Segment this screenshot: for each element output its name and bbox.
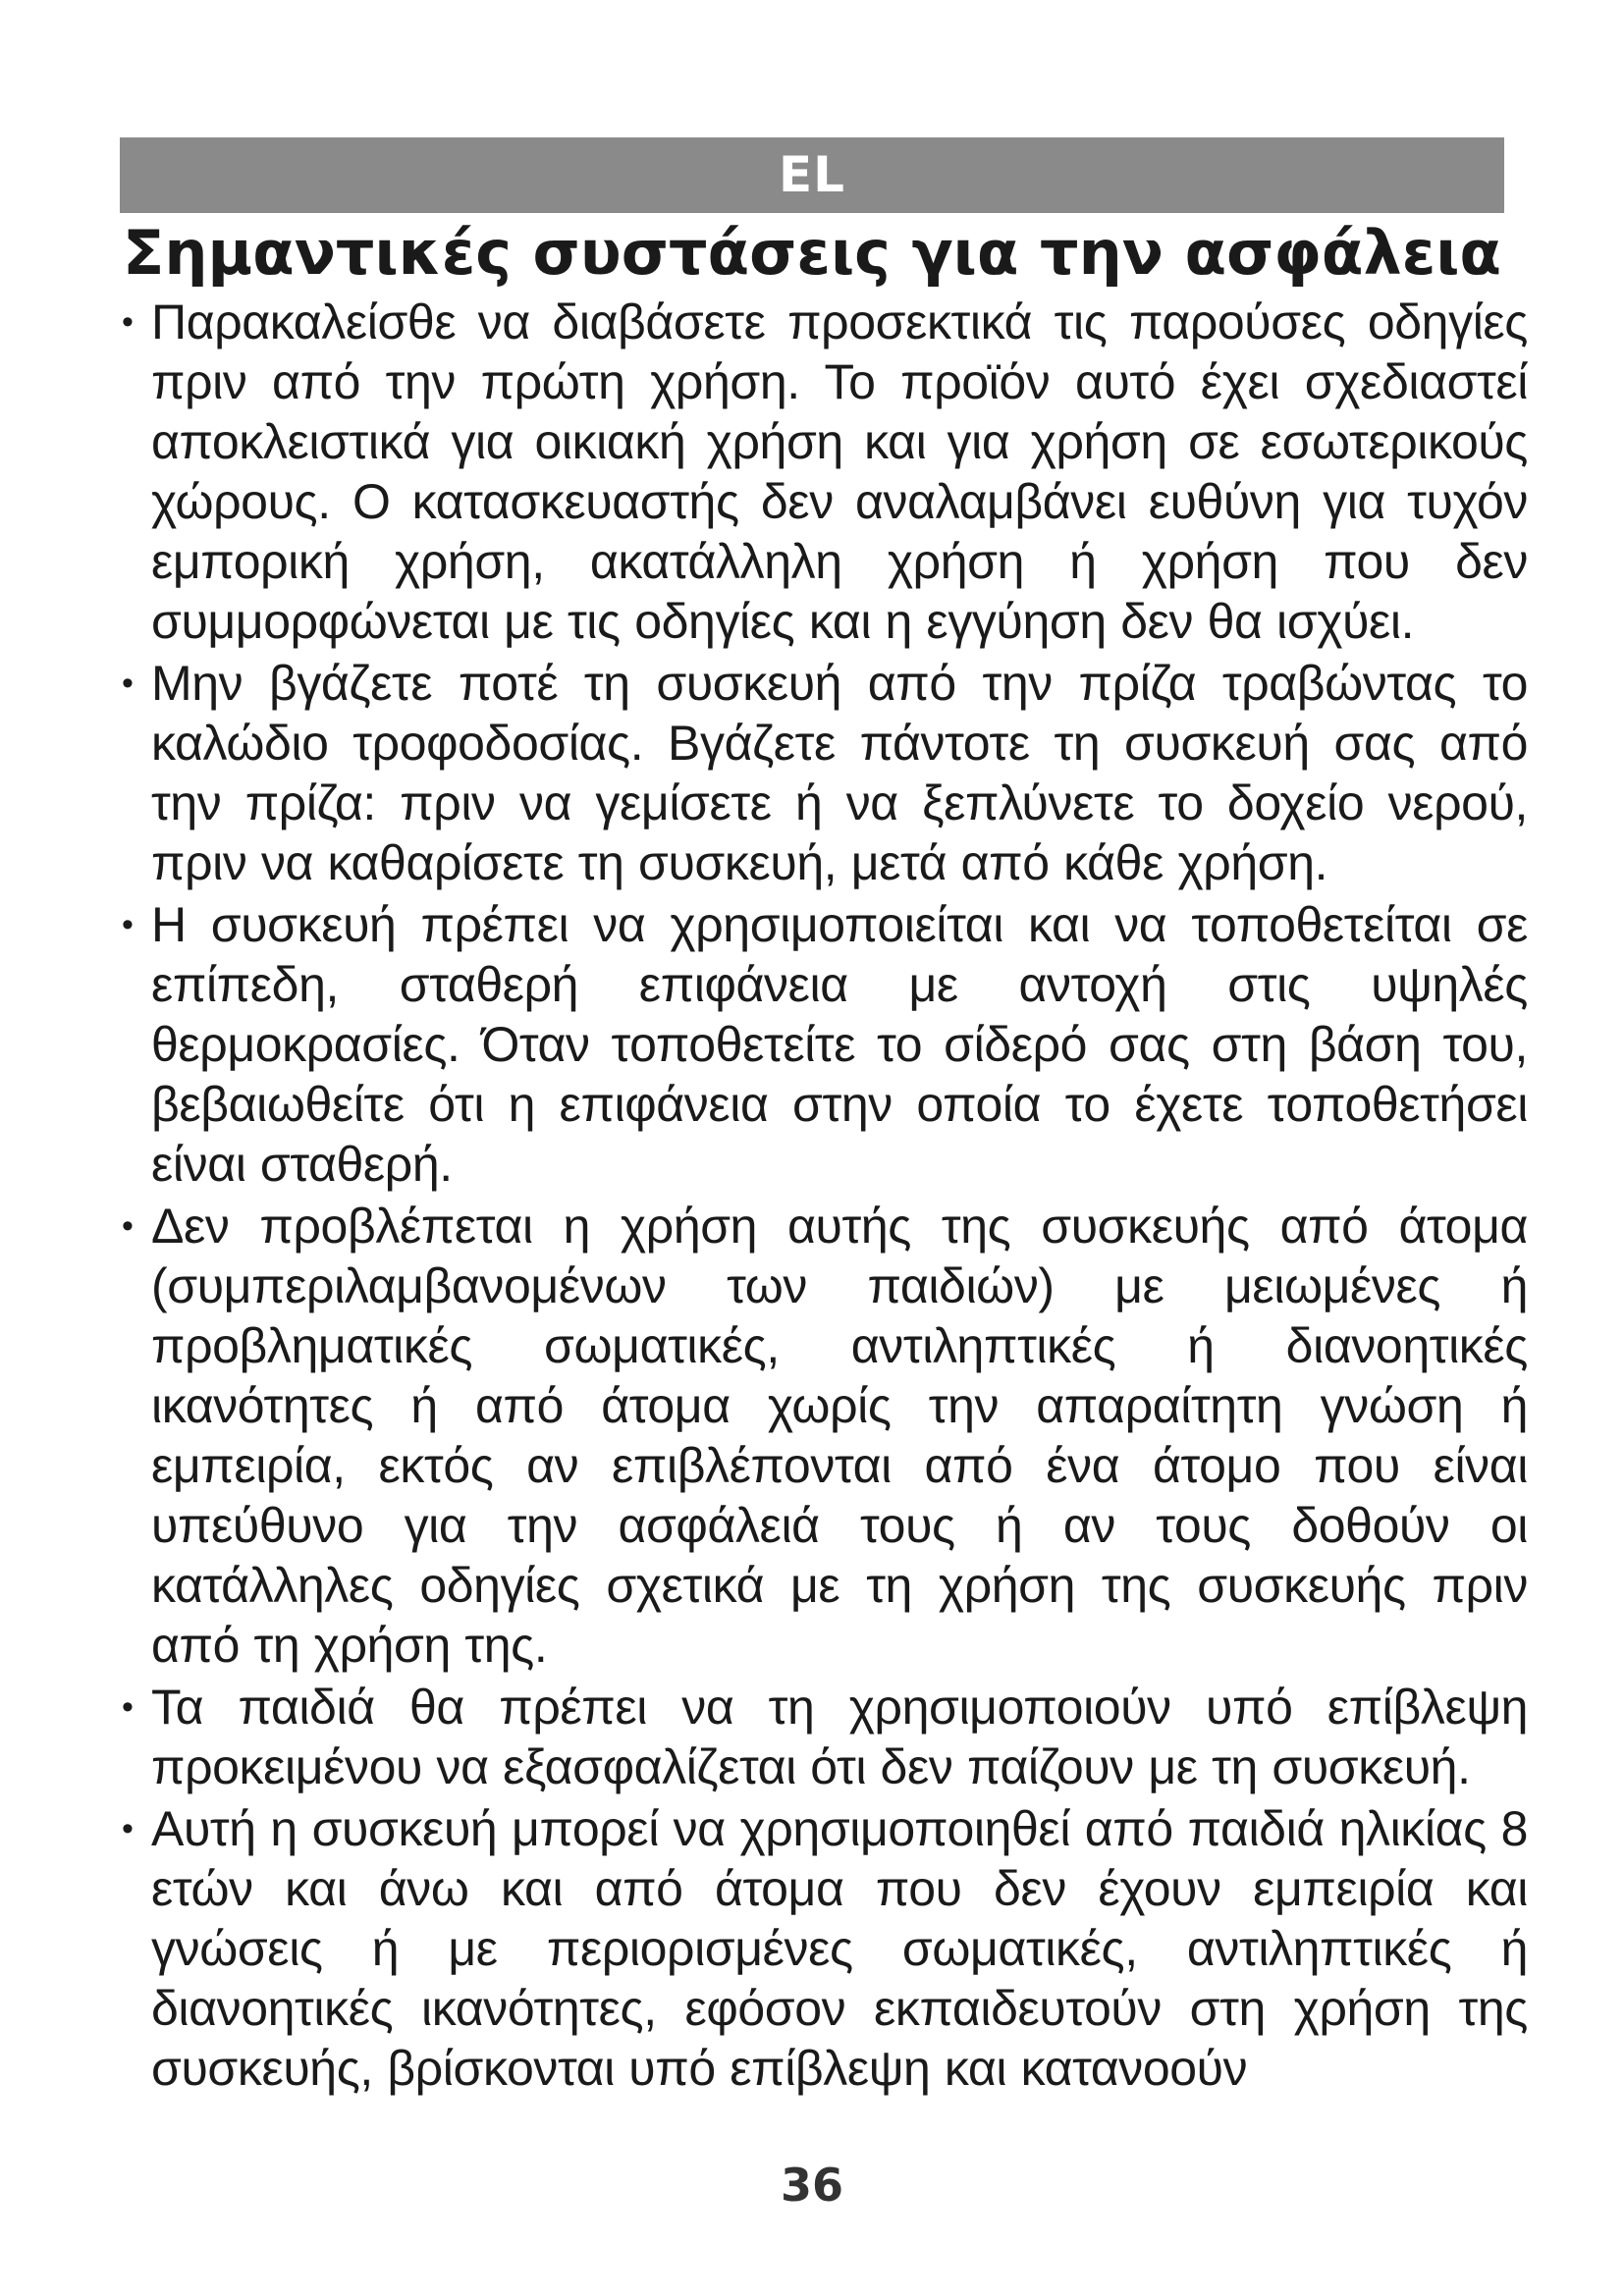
bullet-icon: • bbox=[122, 665, 134, 702]
bullet-icon: • bbox=[122, 1810, 134, 1847]
safety-list bbox=[118, 293, 1528, 2101]
bullet-icon: • bbox=[122, 1688, 134, 1726]
list-item-text: Η συσκευή πρέπει να χρησιμοποιείται και να τοποθετείται σε επίπεδη, σταθερή επιφάνεια με αντοχή στις υψηλές θερμοκρασίες. Όταν τοποθετείτε το σίδερό σας στη βάση του, βεβαιωθείτε ότι η επιφάνεια στην οποία το έχετε τοποθετήσει είναι σταθερή. bbox=[151, 897, 1528, 1192]
list-item-text: Παρακαλείσθε να διαβάσετε προσεκτικά τις παρούσες οδηγίες πριν από την πρώτη χρήση. Το προϊόν αυτό έχει σχεδιαστεί αποκλειστικά για οικιακή χρήση και για χρήση σε εσωτερικούς χώρους. Ο κατασκευαστής δεν αναλαμβάνει ευθύνη για τυχόν εμπορική χρήση, ακατάλληλη χρήση ή χρήση που δεν συμμορφώνεται με τις οδηγίες και η εγγύηση δεν θα ισχύει. bbox=[151, 294, 1528, 649]
list-item-text: Αυτή η συσκευή μπορεί να χρησιμοποιηθεί από παιδιά ηλικίας 8 ετών και άνω και από άτομα που δεν έχουν εμπειρία και γνώσεις ή με περιορισμένες σωματικές, αντιληπτικές ή διανοητικές ικανότητες, εφόσον εκπαιδευτούν στη χρήση της συσκευής, βρίσκονται υπό επίβλεψη και κατανοούν bbox=[151, 1801, 1528, 2096]
list-item bbox=[118, 1799, 1528, 2099]
list-item-text: Δεν προβλέπεται η χρήση αυτής της συσκευής από άτομα (συμπεριλαμβανομένων των παιδιών) με μειωμένες ή προβληματικές σωματικές, αντιληπτικές ή διανοητικές ικανότητες ή από άτομα χωρίς την απαραίτητη γνώση ή εμπειρία, εκτός αν επιβλέπονται από ένα άτομο που είναι υπεύθυνο για την ασφάλειά τους ή αν τους δοθούν οι κατάλληλες οδηγίες σχετικά με τη χρήση της συσκευής πριν από τη χρήση της. bbox=[151, 1199, 1528, 1673]
bullet-icon: • bbox=[122, 906, 134, 943]
language-header-bar bbox=[120, 137, 1504, 213]
list-item-text: Τα παιδιά θα πρέπει να τη χρησιμοποιούν υπό επίβλεψη προκειμένου να εξασφαλίζεται ότι δεν παίζουν με τη συσκευή. bbox=[151, 1680, 1528, 1794]
list-item bbox=[118, 654, 1528, 893]
list-item bbox=[118, 1197, 1528, 1676]
list-item bbox=[118, 1678, 1528, 1797]
bullet-icon: • bbox=[122, 303, 134, 341]
page-number: 36 bbox=[780, 2159, 843, 2212]
list-item bbox=[118, 895, 1528, 1195]
bullet-icon: • bbox=[122, 1207, 134, 1245]
section-title: Σημαντικές συστάσεις για την ασφάλεια bbox=[122, 217, 1502, 289]
language-code: EL bbox=[778, 146, 845, 203]
list-item bbox=[118, 293, 1528, 652]
list-item-text: Μην βγάζετε ποτέ τη συσκευή από την πρίζα τραβώντας το καλώδιο τροφοδοσίας. Βγάζετε πάντοτε τη συσκευή σας από την πρίζα: πριν να γεμίσετε ή να ξεπλύνετε το δοχείο νερού, πριν να καθαρίσετε τη συσκευή, μετά από κάθε χρήση. bbox=[151, 656, 1528, 890]
